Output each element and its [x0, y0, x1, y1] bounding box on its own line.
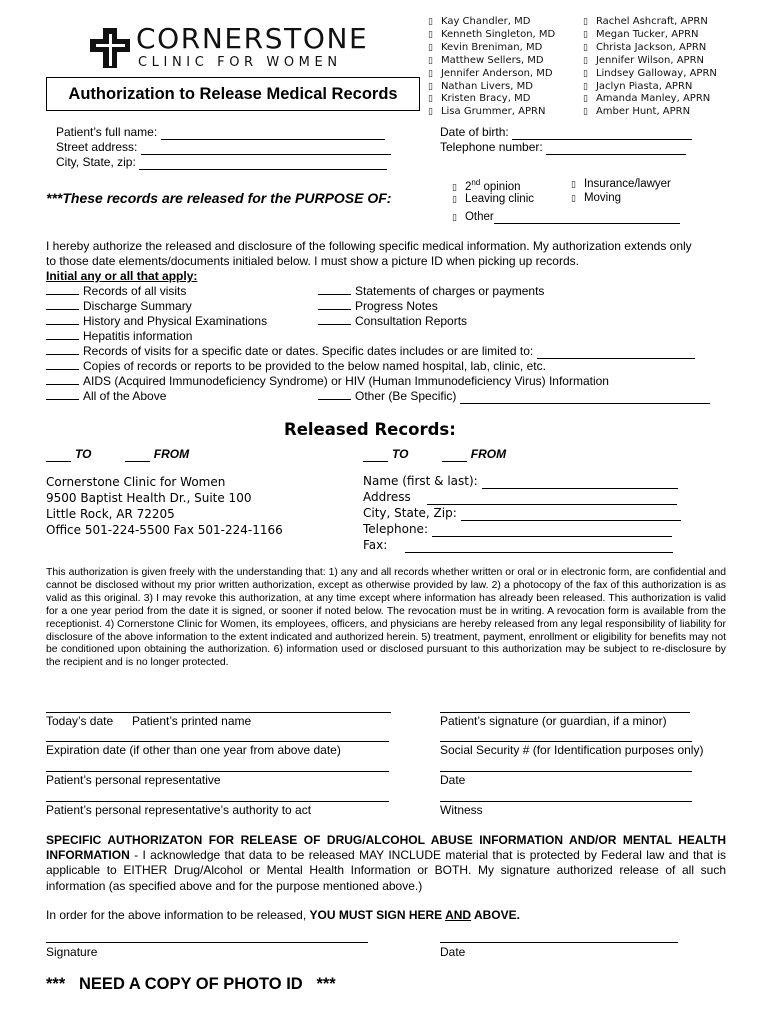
purpose-label: ***These records are released for the PURPOSE OF:	[46, 190, 392, 206]
recipient-city-row	[363, 506, 681, 521]
initial-item: Statements of charges or payments	[318, 284, 544, 298]
recipient-to-from: TO FROM	[363, 447, 506, 462]
recipient-phone-label: Telephone:	[363, 522, 428, 536]
checkbox-icon[interactable]: ▯	[452, 182, 457, 193]
initial-item: Records of all visits	[46, 284, 186, 298]
checkbox-icon[interactable]: ▯	[428, 107, 433, 118]
ssn-label: Social Security # (for Identification purposes only)	[440, 743, 704, 757]
initial-field[interactable]	[46, 384, 79, 385]
expiration-label: Expiration date (if other than one year from above date)	[46, 743, 341, 757]
providers-right	[583, 16, 717, 119]
signature-line[interactable]	[440, 712, 690, 713]
clinic-address	[46, 474, 283, 538]
recipient-address-field[interactable]	[427, 490, 677, 505]
initial-field[interactable]	[46, 339, 79, 340]
clinic-to-from: TO FROM	[46, 447, 189, 462]
purpose-second-opinion[interactable]: ▯ 2nd opinion	[452, 178, 521, 193]
checkbox-icon[interactable]: ▯	[583, 107, 588, 118]
street-row	[56, 140, 391, 155]
checkbox-icon[interactable]: ▯	[583, 55, 588, 66]
todays-date-label: Today’s date	[46, 714, 114, 728]
other-specific-field[interactable]	[460, 389, 710, 404]
form-title	[46, 77, 420, 111]
phone-field[interactable]	[546, 140, 686, 155]
dob-label: Date of birth:	[440, 125, 509, 139]
patient-signature-label: Patient’s signature (or guardian, if a minor)	[440, 714, 667, 728]
provider-item: ▯ Jennifer Wilson, APRN	[583, 54, 705, 66]
initial-item: Copies of records or reports to be provided to the below named hospital, lab, clinic, etc.	[46, 359, 546, 373]
phone-row	[440, 140, 686, 155]
checkbox-icon[interactable]: ▯	[428, 81, 433, 92]
clinic-address-line: Office 501-224-5500 Fax 501-224-1166	[46, 523, 283, 537]
signature-line[interactable]	[46, 801, 389, 802]
checkbox-icon[interactable]: ▯	[583, 68, 588, 79]
initial-field[interactable]	[46, 324, 79, 325]
checkbox-icon[interactable]: ▯	[452, 195, 457, 205]
authorize-text-1: I hereby authorize the released and disclosure of the following specific medical information. My authorization extends only	[46, 239, 692, 253]
signature-line[interactable]	[46, 771, 389, 772]
patient-name-field[interactable]	[161, 125, 385, 140]
sign-here-notice: In order for the above information to be released, YOU MUST SIGN HERE AND ABOVE.	[46, 908, 520, 922]
logo-line1: CORNERSTONE	[136, 22, 369, 55]
checkbox-icon[interactable]: ▯	[428, 17, 433, 27]
initial-field[interactable]	[318, 309, 351, 310]
logo-line2: CLINIC FOR WOMEN	[138, 55, 342, 70]
clinic-address-line: Cornerstone Clinic for Women	[46, 475, 226, 489]
initial-item: History and Physical Examinations	[46, 314, 267, 328]
clinic-logo	[90, 20, 420, 80]
provider-item: ▯ Lisa Grummer, APRN	[428, 106, 546, 118]
street-label: Street address:	[56, 140, 138, 154]
printed-name-label: Patient’s printed name	[132, 714, 252, 728]
from-field[interactable]	[442, 447, 467, 462]
initial-heading: Initial any or all that apply:	[46, 269, 198, 283]
purpose-other-field[interactable]	[494, 211, 680, 224]
recipient-phone-row	[363, 522, 672, 537]
recipient-phone-field[interactable]	[432, 522, 672, 537]
purpose-moving[interactable]: ▯ Moving	[571, 192, 622, 204]
checkbox-icon[interactable]: ▯	[583, 42, 588, 53]
final-date-label: Date	[440, 945, 466, 959]
initial-item: Records of visits for a specific date or dates. Specific dates includes or are limited to:	[46, 344, 695, 359]
signature-line[interactable]	[46, 942, 368, 943]
checkbox-icon[interactable]: ▯	[452, 213, 457, 223]
purpose-leaving[interactable]: ▯ Leaving clinic	[452, 193, 534, 205]
city-row	[56, 155, 387, 170]
checkbox-icon[interactable]: ▯	[428, 94, 433, 105]
cross-icon	[90, 28, 130, 68]
recipient-city-field[interactable]	[461, 506, 681, 521]
recipient-city-label: City, State, Zip:	[363, 506, 457, 520]
provider-item: ▯ Amanda Manley, APRN	[583, 93, 711, 105]
providers-left	[428, 16, 555, 119]
signature-line[interactable]	[46, 741, 389, 742]
checkbox-icon[interactable]: ▯	[428, 55, 433, 66]
provider-item: ▯ Lindsey Galloway, APRN	[583, 67, 717, 79]
recipient-address-label: Address	[363, 490, 411, 504]
to-field[interactable]	[46, 447, 71, 462]
recipient-name-row	[363, 474, 678, 489]
initial-item: Consultation Reports	[318, 314, 467, 328]
city-field[interactable]	[139, 155, 387, 170]
rep-authority-label: Patient’s personal representative’s authority to act	[46, 803, 312, 817]
initial-field[interactable]	[46, 354, 79, 355]
patient-name-row	[56, 125, 385, 140]
street-field[interactable]	[141, 140, 391, 155]
checkbox-icon[interactable]: ▯	[583, 29, 588, 40]
witness-label: Witness	[440, 803, 483, 817]
provider-item: ▯ Kevin Breniman, MD	[428, 41, 543, 53]
checkbox-icon[interactable]: ▯	[428, 42, 433, 53]
patient-name-label: Patient’s full name:	[56, 125, 158, 139]
provider-item: ▯ Kristen Bracy, MD	[428, 93, 531, 105]
provider-item: ▯ Nathan Livers, MD	[428, 80, 533, 92]
rep-date-label: Date	[440, 773, 466, 787]
initial-field[interactable]	[46, 309, 79, 310]
initial-item: Hepatitis information	[46, 329, 192, 343]
signature-line[interactable]	[46, 712, 391, 713]
initial-field[interactable]	[46, 399, 79, 400]
legal-text: This authorization is given freely with the understanding that: 1) any and all records whether written or oral or in electronic form, are confidential and cannot be disclosed without my prior written authorization, except as otherwise provided by law. 2) a photocopy of the fax of this authorization is as valid as this original. 3) I may revoke this authorization, at any time except where information has already been released. This authorization is valid for a one year period from the date it is signed, or sooner if noted below. The revocation must be in writing. A revocation form is available from the receptionist. 4) Cornerstone Clinic for Women, its employees, officers, and physicians are hereby released from any legal responsibility of liability for disclosure of the above information to the extent indicated and authorized herein. 5) treatment, payment, enrollment or eligibility for benefits may not be conditioned upon obtaining the authorization. 6) information used or disclosed pursuant to this authorization may be subject to re-disclosure by the recipient and is no longer protected.	[46, 567, 726, 669]
provider-item: ▯ Jaclyn Piasta, APRN	[583, 80, 693, 92]
provider-item: ▯ Kay Chandler, MD	[428, 16, 531, 27]
initial-field[interactable]	[46, 369, 79, 370]
initial-field[interactable]	[46, 294, 79, 295]
recipient-name-label: Name (first & last):	[363, 474, 478, 488]
provider-item: ▯ Rachel Ashcraft, APRN	[583, 16, 708, 27]
recipient-address-row	[363, 490, 677, 505]
photo-id-notice: *** NEED A COPY OF PHOTO ID ***	[46, 975, 336, 993]
released-heading: Released Records:	[284, 420, 456, 439]
representative-label: Patient’s personal representative	[46, 773, 221, 787]
signature-line[interactable]	[440, 801, 692, 802]
from-field[interactable]	[125, 447, 150, 462]
provider-item: ▯ Jennifer Anderson, MD	[428, 67, 553, 79]
checkbox-icon[interactable]: ▯	[428, 68, 433, 79]
recipient-fax-row	[363, 538, 673, 553]
checkbox-icon[interactable]: ▯	[571, 180, 576, 190]
initial-item: All of the Above	[46, 389, 166, 403]
initial-item: Discharge Summary	[46, 299, 192, 313]
provider-item: ▯ Matthew Sellers, MD	[428, 54, 544, 66]
signature-line[interactable]	[440, 741, 692, 742]
provider-item: ▯ Christa Jackson, APRN	[583, 41, 707, 53]
clinic-address-line: Little Rock, AR 72205	[46, 507, 175, 521]
signature-line[interactable]	[440, 771, 692, 772]
city-label: City, State, zip:	[56, 155, 136, 169]
final-signature-label: Signature	[46, 945, 98, 959]
recipient-fax-field[interactable]	[405, 538, 673, 553]
initial-field[interactable]	[318, 324, 351, 325]
phone-label: Telephone number:	[440, 140, 543, 154]
initial-item: Other (Be Specific)	[318, 389, 710, 404]
specific-dates-field[interactable]	[537, 344, 695, 359]
dob-row	[440, 125, 692, 140]
purpose-insurance[interactable]: ▯ Insurance/lawyer	[571, 178, 671, 190]
clinic-address-line: 9500 Baptist Health Dr., Suite 100	[46, 491, 252, 505]
to-field[interactable]	[363, 447, 388, 462]
form-title-text: Authorization to Release Medical Records	[68, 84, 398, 103]
checkbox-icon[interactable]: ▯	[571, 194, 576, 204]
provider-item: ▯ Kenneth Singleton, MD	[428, 28, 556, 40]
initial-field[interactable]	[318, 294, 351, 295]
initial-item: Progress Notes	[318, 299, 438, 313]
initial-field[interactable]	[318, 399, 351, 400]
checkbox-icon[interactable]: ▯	[583, 94, 588, 105]
signature-line[interactable]	[440, 942, 678, 943]
provider-item: ▯ Amber Hunt, APRN	[583, 106, 691, 118]
dob-field[interactable]	[512, 125, 692, 140]
specific-heading: SPECIFIC AUTHORIZATON FOR RELEASE OF DRUG/ALCOHOL ABUSE INFORMATION AND/OR MENTAL HEALTH INFORMATION	[46, 833, 726, 863]
recipient-name-field[interactable]	[482, 474, 678, 489]
provider-item: ▯ Megan Tucker, APRN	[583, 28, 699, 40]
recipient-fax-label: Fax:	[363, 538, 388, 552]
checkbox-icon[interactable]: ▯	[428, 29, 433, 40]
checkbox-icon[interactable]: ▯	[583, 81, 588, 92]
initial-item: AIDS (Acquired Immunodeficiency Syndrome) or HIV (Human Immunodeficiency Virus) Information	[46, 374, 609, 388]
purpose-other[interactable]: ▯ Other	[452, 211, 680, 224]
specific-text: - I acknowledge that data to be released MAY INCLUDE material that is protected by Federal law and that is applicable to EITHER Drug/Alcohol or Mental Health Information or BOTH. My signature authorized release of all such information (as specified above and for the purpose mentioned above.)	[46, 848, 726, 893]
specific-authorization	[46, 833, 726, 894]
authorize-text-2: to those date elements/documents initialed below. I must show a picture ID when picking up records.	[46, 254, 579, 268]
checkbox-icon[interactable]: ▯	[583, 17, 588, 27]
